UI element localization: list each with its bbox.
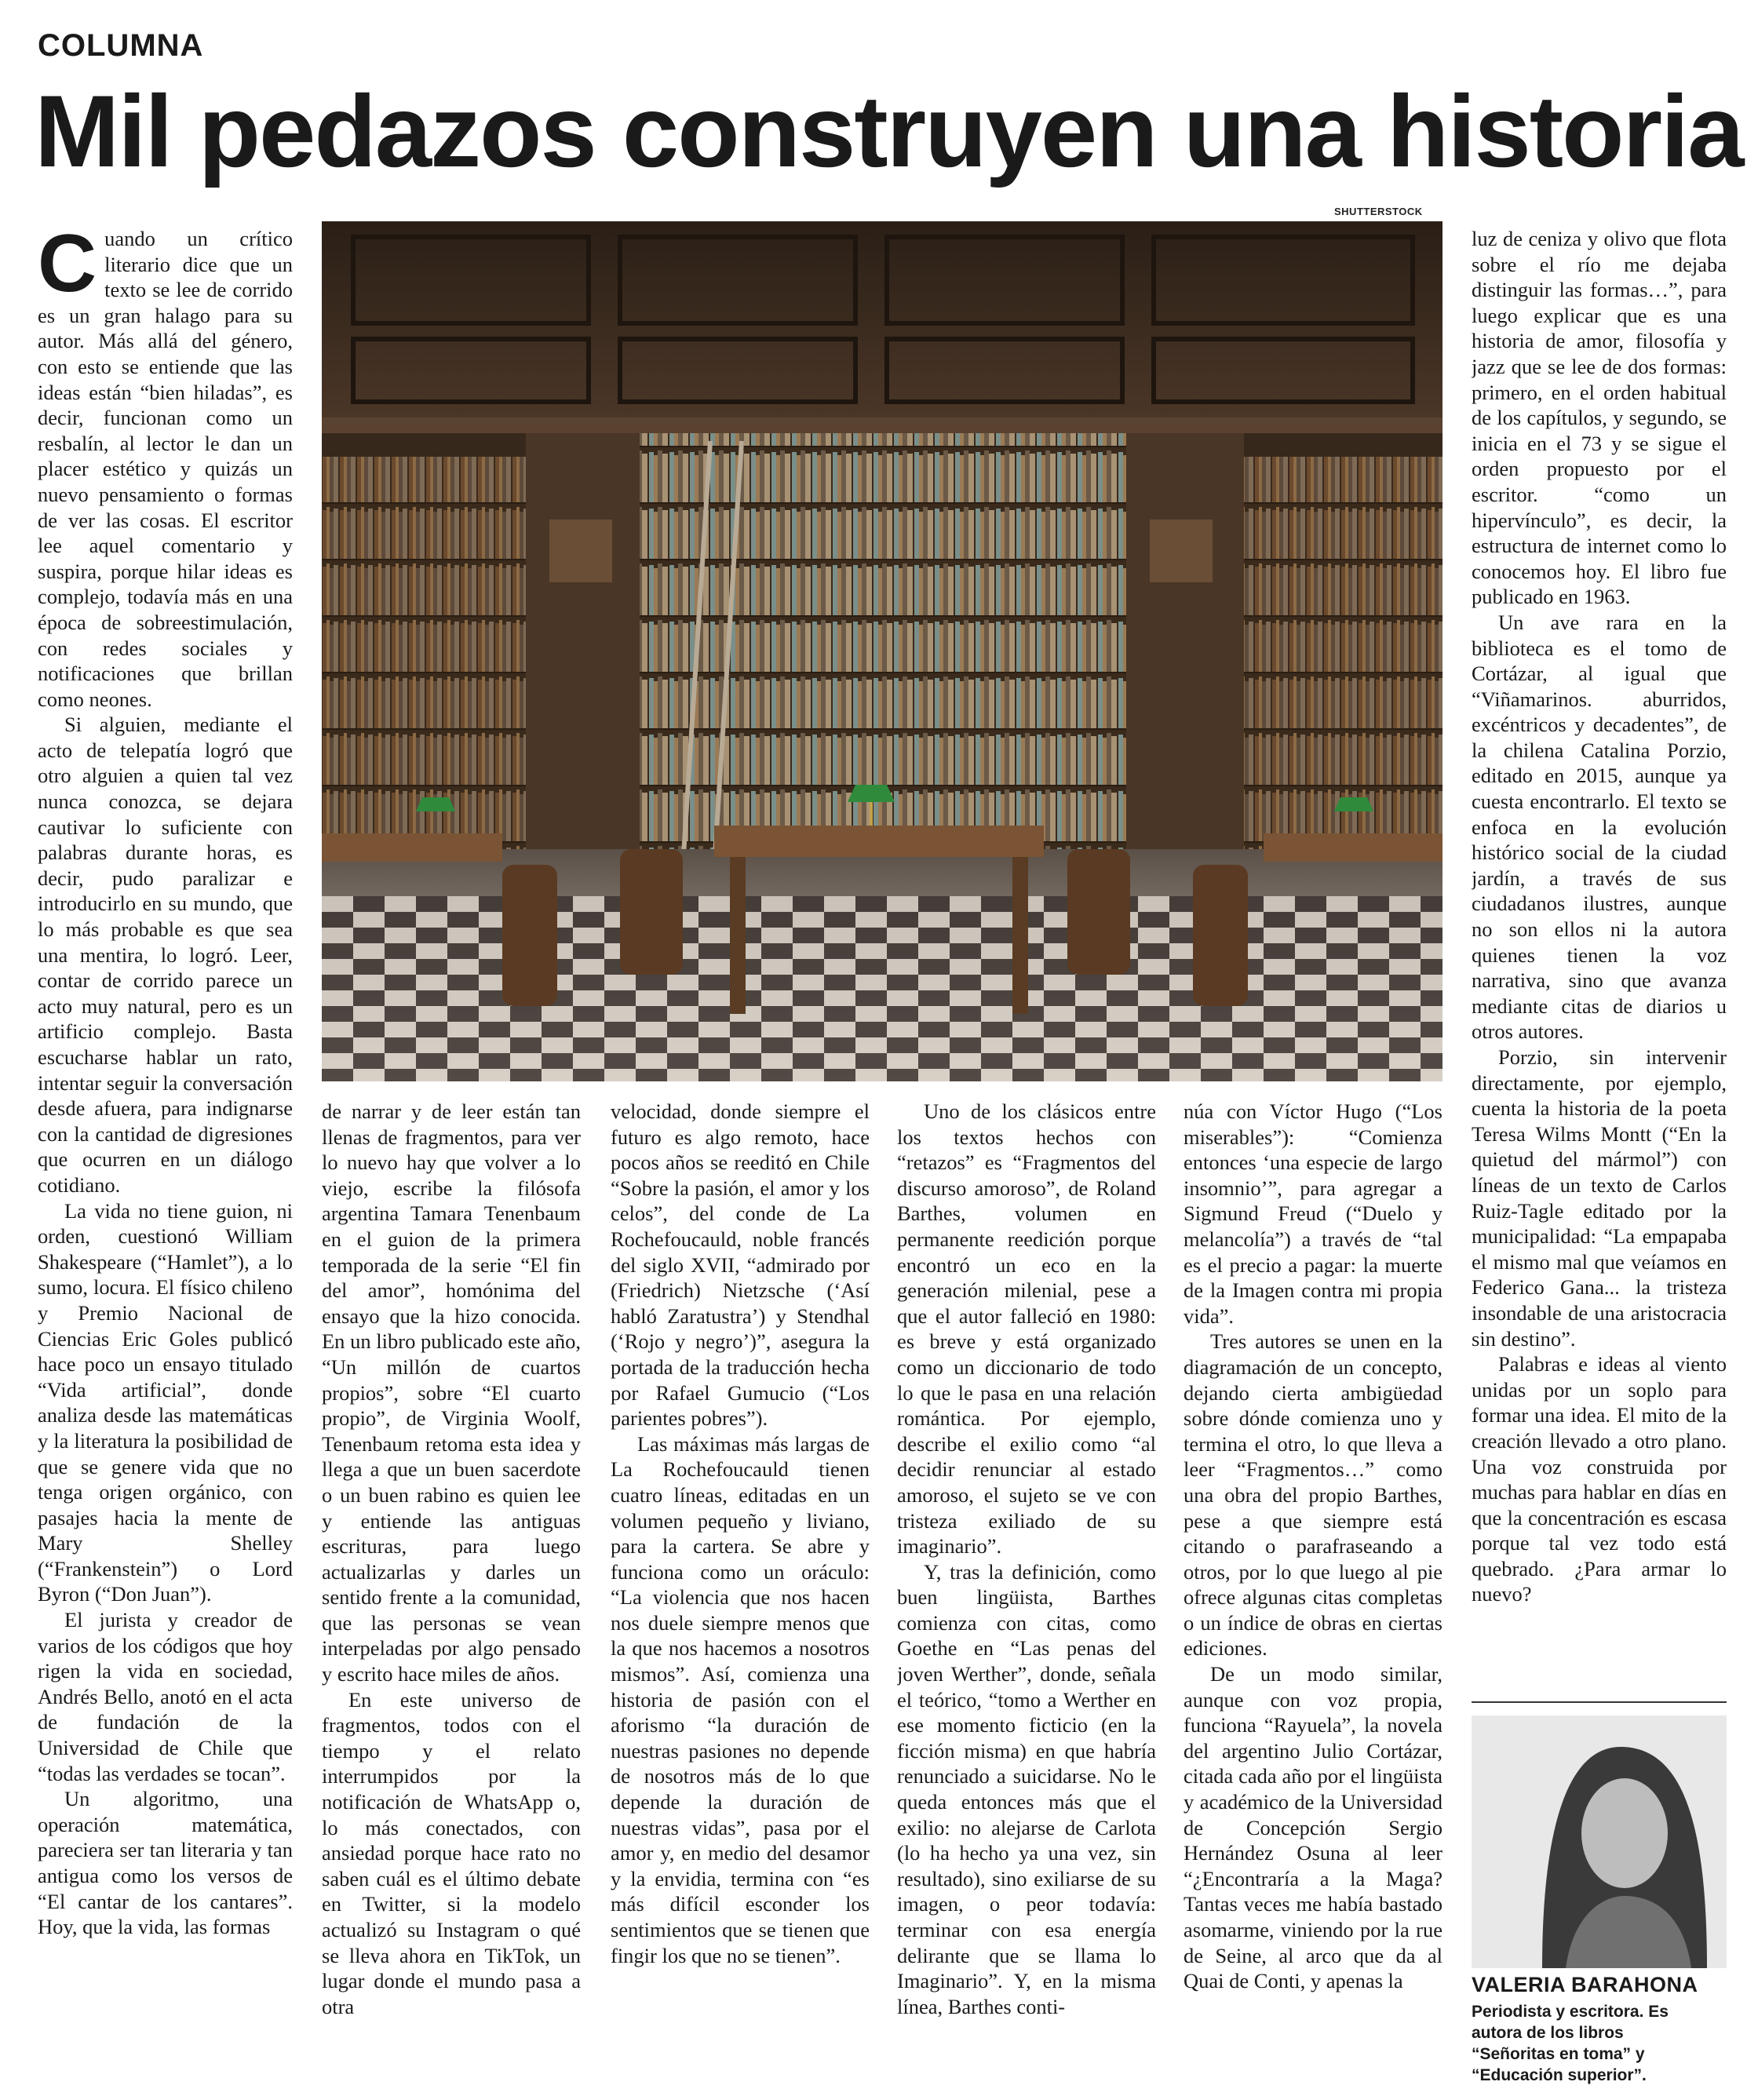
article-column-3: [611, 1099, 870, 2078]
paragraph: núa con Víctor Hugo (“Los miserables”): “Comienza entonces ‘una especie de largo insomnio’”, para agregar a Sigmund Freud (“Duelo y melancolía”) a través de “tal es el precio a pagar: la muerte de la Imagen contra mi propia vida”.: [1184, 1099, 1443, 1328]
paragraph: velocidad, donde siempre el futuro es algo remoto, hace pocos años se reeditó en Chile “Sobre la pasión, el amor y los celos”, del conde de La Rochefoucauld, noble francés del siglo XVII, “admirado por (Friedrich) Nietzsche (‘Así habló Zaratustra’) y Stendhal (‘Rojo y negro’)”, asegura la portada de la traducción hecha por Rafael Gumucio (“Los parientes pobres”).: [611, 1099, 870, 1431]
paragraph: Un ave rara en la biblioteca es el tomo de Cortázar, al igual que “Viñamarinos. aburridos, excéntricos y decadentes”, de la chilena Catalina Porzio, editado en 2015, aunque ya cuesta encontrarlo. El texto se enfoca en la evolución histórico social de la ciudad jardín, a través de sus ciudadanos ilustres, aunque no son ellos ni la autora quienes tienen la voz narrativa, sino que avanza mediante citas de diarios u otros autores.: [1472, 610, 1727, 1044]
paragraph: Tres autores se unen en la diagramación de un concepto, dejando cierta ambigüedad sobre dónde comienza uno y termina el otro, lo que lleva a leer “Fragmentos…” como una obra del propio Barthes, pese a que siempre está citando o parafraseando a otros, por lo que luego al pie ofrece algunas citas completas o un índice de obras en ciertas ediciones.: [1184, 1329, 1443, 1661]
author-bio-line: “Señoritas en toma” y: [1472, 2045, 1645, 2063]
paragraph: luz de ceniza y olivo que flota sobre el río me dejaba distinguir las formas…”, para luego explicar que es una historia de amor, filosofía y jazz que se lee de dos formas: primero, en el orden habitual de los capítulos, y segundo, se inicia en el 73 y se sigue el orden propuesto por el escritor. “como un hipervínculo”, es decir, la estructura de internet como lo conocemos hoy. El libro fue publicado en 1963.: [1472, 227, 1727, 609]
paragraph: El jurista y creador de varios de los códigos que hoy rigen la vida en sociedad, Andrés Bello, anotó en el acta de fundación de la Universidad de Chile que “todas las verdades se tocan”.: [38, 1608, 293, 1785]
author-bio-line: Periodista y escritora. Es: [1472, 2003, 1669, 2021]
article-column-1: [38, 226, 293, 2078]
paragraph: Cuando un crítico literario dice que un texto se lee de corrido es un gran halago para su autor. Más allá del género, con esto se entiende que las ideas están “bien hiladas”, es decir, funcionan como un resbalín, al lector le dan un placer estético y quizás un nuevo pensamiento o formas de ver las cosas. El escritor lee aquel comentario y suspira, porque hilar ideas es complejo, todavía más en una época de sobreestimulación, con redes sociales y notificaciones que brillan como neones.: [38, 226, 293, 711]
paragraph: Uno de los clásicos entre los textos hechos con “retazos” es “Fragmentos del discurso amoroso”, de Roland Barthes, volumen en permanente reedición porque encontró un eco en la generación milenial, pese a que el autor falleció en 1980: es breve y está organizado como un diccionario de todo lo que le pasa en una relación romántica. Por ejemplo, describe el exilio como “al decidir renunciar al estado amoroso, el sujeto se ve con tristeza exiliado de su imaginario”.: [897, 1099, 1156, 1559]
paragraph: Palabras e ideas al viento unidas por un soplo para formar una idea. El mito de la creación llevado a otro plano. Una voz construida por muchas para hablar en días en que la concentración es escasa porque tal vez todo está quebrado. ¿Para armar lo nuevo?: [1472, 1352, 1727, 1606]
photo-credit: SHUTTERSTOCK: [1334, 206, 1423, 217]
paragraph: Un algoritmo, una operación matemática, pareciera ser tan literaria y tan antigua como los versos de “El cantar de los cantares”. Hoy, que la vida, las formas: [38, 1787, 293, 1939]
author-bio-line: autora de los libros: [1472, 2024, 1624, 2042]
article-column-2: [322, 1099, 581, 2078]
article-column-4: [897, 1099, 1156, 2078]
drop-cap: C: [38, 226, 97, 309]
paragraph: En este universo de fragmentos, todos con el tiempo y el relato interrumpidos por la notificación de WhatsApp o, lo más conectados, con ansiedad porque hace rato no saben cuál es el último debate en Twitter, si la modelo actualizó su Instagram o qué se lleva ahora en TikTok, un lugar donde el mundo pasa a otra: [322, 1687, 581, 2018]
paragraph: de narrar y de leer están tan llenas de fragmentos, para ver lo nuevo hay que volver a lo viejo, escribe la filósofa argentina Tamara Tenenbaum en el guion de la primera temporada de la serie “El fin del amor”, homónima del ensayo que la hizo conocida. En un libro publicado este año, “Un millón de cuartos propios”, sobre “El cuarto propio”, de Virginia Woolf, Tenenbaum retoma esta idea y llega a que un buen sacerdote o un buen rabino es quien lee y entiende las antiguas escrituras, para luego actualizarlas y darles un sentido frente a la comunidad, que las personas se vean interpeladas por algo pensado y escrito hace miles de años.: [322, 1099, 581, 1686]
author-photo: [1472, 1715, 1727, 1968]
library-illustration: [322, 221, 1443, 1081]
paragraph: Las máximas más largas de La Rochefoucauld tienen cuatro líneas, editadas en un volumen pequeño y liviano, para la cartera. Se abre y funciona como un oráculo: “La violencia que nos hacen nos duele siempre menos que la que nos hacemos a nosotros mismos”. Así, comienza una historia de pasión con el aforismo “la duración de nuestras pasiones no depende de nosotros más de lo que depende la duración de nuestras vidas”, pasa por el amor y, en medio del desamor y la envidia, termina con “es más difícil esconder los sentimientos que se tienen que fingir los que no se tienen”.: [611, 1431, 870, 1967]
author-bio-line: “Educación superior”.: [1472, 2066, 1647, 2084]
paragraph: Y, tras la definición, como buen lingüista, Barthes comienza con citas, como Goethe en “Las penas del joven Werther”, donde, señala el teórico, “tomo a Werther en ese momento ficticio (en la ficción misma) en que habría renunciado a suicidarse. No le queda entonces más que el exilio: no alejarse de Carlota (lo ha hecho ya una vez, sin resultado), sino exiliarse de su imagen, o peor todavía: terminar con esa energía delirante que se llama lo Imaginario”. Y, en la misma línea, Barthes conti-: [897, 1559, 1156, 2018]
paragraph: Si alguien, mediante el acto de telepatía logró que otro alguien a quien tal vez nunca conozca, se dejara cautivar lo suficiente con palabras durante horas, es decir, pudo paralizar e introducirlo en su mundo, que lo más probable es que sea una mentira, lo logró. Leer, contar de corrido parece un acto muy natural, pero es un artificio complejo. Basta escucharse hablar un rato, intentar seguir la conversación desde afuera, para indignarse con la cantidad de digresiones que ocurren en un diálogo cotidiano.: [38, 713, 293, 1197]
paragraph: Porzio, sin intervenir directamente, por ejemplo, cuenta la historia de la poeta Teresa Wilms Montt (“En la quietud del mármol”) con líneas de un texto de Carlos Ruiz-Tagle editado por la municipalidad: “La empapaba el mismo mal que veíamos en Federico Gana... la tristeza insondable de una aristocracia sin destino”.: [1472, 1045, 1727, 1351]
headline: Mil pedazos construyen una historia: [35, 74, 1743, 188]
article-column-6: [1472, 226, 1727, 1692]
section-label: COLUMNA: [38, 28, 204, 63]
author-bio: [1472, 2001, 1727, 2086]
author-name: VALERIA BARAHONA: [1472, 1973, 1698, 1996]
paragraph: La vida no tiene guion, ni orden, cuestionó William Shakespeare (“Hamlet”), a lo sumo, locura. El físico chileno y Premio Nacional de Ciencias Eric Goles publicó hace poco un ensayo titulado “Vida artificial”, donde analiza desde las matemáticas y la literatura la posibilidad de que se genere vida que no tenga origen orgánico, con pasajes hacia la mente de Mary Shelley (“Frankenstein”) o Lord Byron (“Don Juan”).: [38, 1198, 293, 1606]
divider: [1472, 1701, 1727, 1703]
article-column-5: [1184, 1099, 1443, 2078]
paragraph: De un modo similar, aunque con voz propia, funciona “Rayuela”, la novela del argentino Julio Cortázar, citada cada año por el lingüista y académico de la Universidad de Concepción Sergio Hernández Osuna al leer “¿Encontraría a la Maga? Tantas veces me había bastado asomarme, viniendo por la rue de Seine, al arco que da al Quai de Conti, y apenas la: [1184, 1662, 1443, 1993]
